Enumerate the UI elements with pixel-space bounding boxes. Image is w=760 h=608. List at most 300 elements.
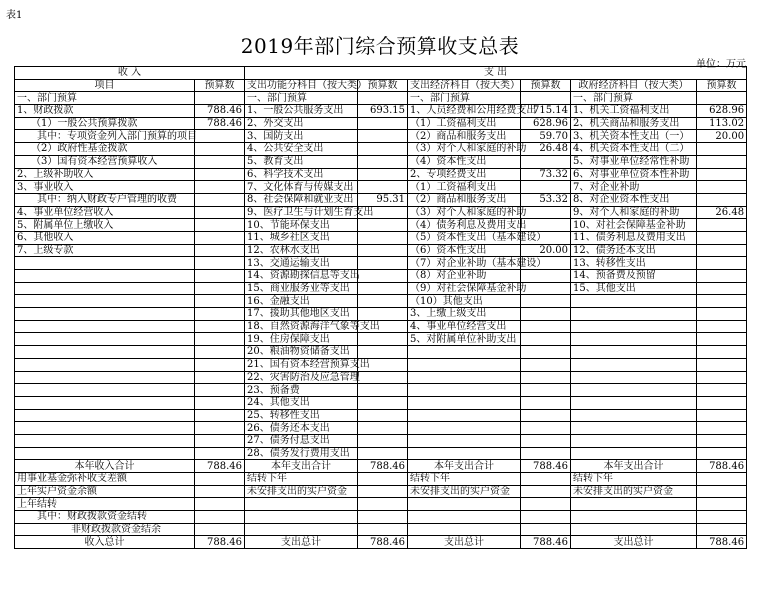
amount-cell <box>195 244 245 257</box>
amount-cell <box>521 346 571 359</box>
item-cell <box>15 282 195 295</box>
amount-cell <box>697 447 747 460</box>
amount-cell <box>358 219 408 232</box>
item-cell <box>571 434 697 447</box>
item-cell: （9）对社会保障基金补助 <box>408 282 521 295</box>
item-cell <box>15 295 195 308</box>
amount-cell <box>358 447 408 460</box>
amount-cell: 715.14 <box>521 105 571 118</box>
amount-cell <box>697 371 747 384</box>
item-cell: 本年支出合计 <box>245 460 358 473</box>
item-cell: 25、转移性支出 <box>245 409 358 422</box>
amount-cell <box>195 511 245 524</box>
item-cell <box>571 523 697 536</box>
table-row <box>15 346 747 359</box>
item-cell: （5）资本性支出（基本建设） <box>408 231 521 244</box>
item-cell: 一、部门预算 <box>15 92 195 105</box>
amount-cell <box>521 333 571 346</box>
item-cell: （10）其他支出 <box>408 295 521 308</box>
amount-cell <box>358 473 408 486</box>
amount-cell <box>195 498 245 511</box>
amount-cell <box>521 434 571 447</box>
item-cell: 27、债务付息支出 <box>245 434 358 447</box>
amount-cell <box>195 193 245 206</box>
amount-cell <box>697 358 747 371</box>
table-row <box>15 384 747 397</box>
amount-cell <box>195 206 245 219</box>
item-cell: 未安排支出的实户资金 <box>408 485 521 498</box>
item-cell: 6、其他收入 <box>15 231 195 244</box>
amount-cell <box>697 155 747 168</box>
item-cell <box>408 498 521 511</box>
amount-cell: 59.70 <box>521 130 571 143</box>
item-cell: （3）国有资本经营预算收入 <box>15 155 195 168</box>
amount-cell: 53.32 <box>521 193 571 206</box>
item-cell: 5、对附属单位补助支出 <box>408 333 521 346</box>
item-cell <box>571 409 697 422</box>
amount-cell <box>358 181 408 194</box>
expense-header: 支 出 <box>245 67 747 80</box>
item-cell <box>15 308 195 321</box>
amount-cell <box>358 346 408 359</box>
item-cell <box>571 511 697 524</box>
item-cell: 2、专项经费支出 <box>408 168 521 181</box>
amount-cell <box>195 143 245 156</box>
item-cell: （3）对个人和家庭的补助 <box>408 206 521 219</box>
budget-table <box>14 66 747 549</box>
item-cell: （7）对企业补助（基本建设） <box>408 257 521 270</box>
item-cell: 15、其他支出 <box>571 282 697 295</box>
col-header: 支出功能分科目（按大类） <box>245 79 358 92</box>
item-cell: 8、对企业资本性支出 <box>571 193 697 206</box>
amount-cell <box>521 282 571 295</box>
amount-cell: 20.00 <box>697 130 747 143</box>
col-header: 支出经济科目（按大类） <box>408 79 521 92</box>
item-cell: 18、自然资源海洋气象等支出 <box>245 320 358 333</box>
item-cell <box>15 422 195 435</box>
item-cell <box>15 270 195 283</box>
item-cell: （1）工资福利支出 <box>408 117 521 130</box>
amount-cell <box>521 92 571 105</box>
item-cell: 本年支出合计 <box>571 460 697 473</box>
item-cell <box>408 346 521 359</box>
amount-cell <box>358 422 408 435</box>
table-row <box>15 206 747 219</box>
item-cell: 17、援助其他地区支出 <box>245 308 358 321</box>
amount-cell <box>697 244 747 257</box>
amount-cell: 788.46 <box>195 117 245 130</box>
item-cell: 未安排支出的实户资金 <box>245 485 358 498</box>
table-row <box>15 447 747 460</box>
amount-cell <box>358 485 408 498</box>
amount-cell <box>195 447 245 460</box>
table-row <box>15 498 747 511</box>
amount-cell <box>521 498 571 511</box>
amount-cell <box>521 473 571 486</box>
amount-cell <box>358 333 408 346</box>
item-cell: 22、灾害防治及应急管理 <box>245 371 358 384</box>
item-cell: 收入总计 <box>15 536 195 549</box>
item-cell: 3、上缴上级支出 <box>408 308 521 321</box>
amount-cell <box>697 231 747 244</box>
table-row <box>15 270 747 283</box>
item-cell <box>571 358 697 371</box>
item-cell: 16、金融支出 <box>245 295 358 308</box>
item-cell: 10、节能环保支出 <box>245 219 358 232</box>
item-cell <box>15 257 195 270</box>
item-cell <box>15 409 195 422</box>
col-header: 项目 <box>15 79 195 92</box>
item-cell: （4）债务利息及费用支出 <box>408 219 521 232</box>
item-cell: 4、事业单位经营支出 <box>408 320 521 333</box>
amount-cell <box>697 270 747 283</box>
amount-cell <box>195 371 245 384</box>
amount-cell <box>697 181 747 194</box>
amount-cell <box>195 308 245 321</box>
amount-cell <box>195 396 245 409</box>
item-cell: 28、债务发行费用支出 <box>245 447 358 460</box>
amount-cell <box>195 231 245 244</box>
amount-cell <box>195 130 245 143</box>
amount-cell <box>195 422 245 435</box>
item-cell: 支出总计 <box>571 536 697 549</box>
item-cell: 一、部门预算 <box>571 92 697 105</box>
amount-cell <box>358 270 408 283</box>
item-cell: 13、转移性支出 <box>571 257 697 270</box>
table-row <box>15 308 747 321</box>
amount-cell: 73.32 <box>521 168 571 181</box>
amount-cell <box>358 257 408 270</box>
amount-cell <box>195 181 245 194</box>
item-cell: 5、附属单位上缴收入 <box>15 219 195 232</box>
table-row <box>15 536 747 549</box>
item-cell <box>15 320 195 333</box>
amount-cell <box>358 396 408 409</box>
item-cell <box>15 358 195 371</box>
item-cell: 非财政拨款资金结余 <box>15 523 195 536</box>
item-cell: 结转下年 <box>245 473 358 486</box>
amount-cell: 113.02 <box>697 117 747 130</box>
table-row <box>15 117 747 130</box>
table-row <box>15 244 747 257</box>
amount-cell <box>697 168 747 181</box>
item-cell <box>571 396 697 409</box>
col-header: 预算数 <box>195 79 245 92</box>
amount-cell: 788.46 <box>195 536 245 549</box>
amount-cell <box>697 409 747 422</box>
amount-cell <box>358 384 408 397</box>
item-cell: （1）一般公共预算拨款 <box>15 117 195 130</box>
amount-cell <box>358 511 408 524</box>
amount-cell <box>697 498 747 511</box>
item-cell: 支出总计 <box>408 536 521 549</box>
amount-cell <box>521 447 571 460</box>
item-cell: 20、粮油物资储备支出 <box>245 346 358 359</box>
amount-cell <box>195 155 245 168</box>
amount-cell: 788.46 <box>195 460 245 473</box>
table-row <box>15 422 747 435</box>
item-cell <box>408 434 521 447</box>
table-row <box>15 193 747 206</box>
amount-cell <box>521 371 571 384</box>
item-cell: 其中：纳入财政专户管理的收费 <box>15 193 195 206</box>
amount-cell: 95.31 <box>358 193 408 206</box>
item-cell: 其中：专项资金列入部门预算的项目 <box>15 130 195 143</box>
table-row <box>15 92 747 105</box>
amount-cell <box>521 511 571 524</box>
amount-cell <box>697 346 747 359</box>
amount-cell: 26.48 <box>521 143 571 156</box>
item-cell: 用事业基金弥补收支差额 <box>15 473 195 486</box>
amount-cell <box>521 485 571 498</box>
item-cell: 11、债务利息及费用支出 <box>571 231 697 244</box>
amount-cell <box>195 92 245 105</box>
amount-cell <box>697 193 747 206</box>
amount-cell: 693.15 <box>358 105 408 118</box>
amount-cell <box>521 358 571 371</box>
item-cell: 3、国防支出 <box>245 130 358 143</box>
item-cell: 6、科学技术支出 <box>245 168 358 181</box>
item-cell: 8、社会保障和就业支出 <box>245 193 358 206</box>
amount-cell: 788.46 <box>697 460 747 473</box>
table-row <box>15 485 747 498</box>
item-cell: 21、国有资本经营预算支出 <box>245 358 358 371</box>
amount-cell <box>358 117 408 130</box>
item-cell: 2、上级补助收入 <box>15 168 195 181</box>
item-cell <box>408 523 521 536</box>
amount-cell: 20.00 <box>521 244 571 257</box>
item-cell <box>15 396 195 409</box>
amount-cell <box>358 231 408 244</box>
col-header: 预算数 <box>697 79 747 92</box>
item-cell <box>571 320 697 333</box>
table-row <box>15 523 747 536</box>
amount-cell: 628.96 <box>697 105 747 118</box>
amount-cell <box>521 384 571 397</box>
table-row <box>15 219 747 232</box>
item-cell <box>571 371 697 384</box>
amount-cell <box>195 523 245 536</box>
amount-cell: 788.46 <box>358 536 408 549</box>
amount-cell <box>521 219 571 232</box>
amount-cell <box>358 168 408 181</box>
item-cell <box>15 346 195 359</box>
table-row <box>15 333 747 346</box>
amount-cell <box>697 473 747 486</box>
item-cell <box>15 371 195 384</box>
amount-cell <box>521 270 571 283</box>
item-cell: 3、事业收入 <box>15 181 195 194</box>
table-row <box>15 371 747 384</box>
item-cell: 一、部门预算 <box>245 92 358 105</box>
item-cell: 本年支出合计 <box>408 460 521 473</box>
table-row <box>15 181 747 194</box>
amount-cell <box>358 523 408 536</box>
item-cell <box>408 511 521 524</box>
item-cell <box>15 447 195 460</box>
item-cell <box>15 434 195 447</box>
item-cell: 本年收入合计 <box>15 460 195 473</box>
col-header: 预算数 <box>358 79 408 92</box>
amount-cell <box>358 434 408 447</box>
amount-cell <box>697 422 747 435</box>
item-cell: 7、上级专款 <box>15 244 195 257</box>
table-row <box>15 358 747 371</box>
income-header: 收 入 <box>15 67 245 80</box>
amount-cell <box>195 333 245 346</box>
item-cell: （6）资本性支出 <box>408 244 521 257</box>
item-cell: 其中：财政拨款资金结转 <box>15 511 195 524</box>
item-cell <box>571 422 697 435</box>
amount-cell <box>358 92 408 105</box>
section-header-row <box>15 67 747 80</box>
amount-cell <box>358 498 408 511</box>
item-cell <box>408 358 521 371</box>
table-row <box>15 473 747 486</box>
item-cell: （4）资本性支出 <box>408 155 521 168</box>
item-cell: 1、财政拨款 <box>15 105 195 118</box>
amount-cell: 628.96 <box>521 117 571 130</box>
amount-cell <box>358 282 408 295</box>
amount-cell <box>195 485 245 498</box>
item-cell: 13、交通运输支出 <box>245 257 358 270</box>
amount-cell <box>358 295 408 308</box>
amount-cell: 26.48 <box>697 206 747 219</box>
item-cell: （1）工资福利支出 <box>408 181 521 194</box>
amount-cell <box>195 219 245 232</box>
item-cell <box>245 523 358 536</box>
amount-cell <box>697 485 747 498</box>
amount-cell <box>358 155 408 168</box>
amount-cell <box>195 384 245 397</box>
amount-cell: 788.46 <box>521 536 571 549</box>
amount-cell <box>697 308 747 321</box>
amount-cell <box>697 320 747 333</box>
amount-cell <box>195 320 245 333</box>
amount-cell <box>195 168 245 181</box>
item-cell <box>571 333 697 346</box>
item-cell <box>408 384 521 397</box>
item-cell: 结转下年 <box>408 473 521 486</box>
item-cell: 24、其他支出 <box>245 396 358 409</box>
column-header-row <box>15 79 747 92</box>
item-cell: 2、外交支出 <box>245 117 358 130</box>
table-row <box>15 282 747 295</box>
amount-cell <box>521 422 571 435</box>
item-cell <box>15 384 195 397</box>
item-cell: 5、对事业单位经常性补助 <box>571 155 697 168</box>
page-title: 2019年部门综合预算收支总表 <box>240 34 520 58</box>
amount-cell <box>697 434 747 447</box>
table-row <box>15 460 747 473</box>
item-cell: 3、机关资本性支出（一） <box>571 130 697 143</box>
item-cell: 结转下年 <box>571 473 697 486</box>
amount-cell <box>358 409 408 422</box>
amount-cell <box>521 206 571 219</box>
item-cell <box>571 384 697 397</box>
item-cell <box>571 447 697 460</box>
item-cell: （3）对个人和家庭的补助 <box>408 143 521 156</box>
table-row <box>15 155 747 168</box>
item-cell: （2）商品和服务支出 <box>408 130 521 143</box>
amount-cell <box>521 295 571 308</box>
item-cell: （2）政府性基金拨款 <box>15 143 195 156</box>
amount-cell <box>697 295 747 308</box>
amount-cell <box>195 409 245 422</box>
amount-cell: 788.46 <box>521 460 571 473</box>
amount-cell <box>697 92 747 105</box>
item-cell: 1、人员经费和公用经费支出 <box>408 105 521 118</box>
amount-cell <box>521 308 571 321</box>
table-row <box>15 231 747 244</box>
item-cell <box>408 422 521 435</box>
amount-cell <box>358 244 408 257</box>
item-cell: 未安排支出的实户资金 <box>571 485 697 498</box>
amount-cell <box>358 371 408 384</box>
amount-cell: 788.46 <box>697 536 747 549</box>
item-cell <box>571 498 697 511</box>
item-cell: 14、资源勘探信息等支出 <box>245 270 358 283</box>
item-cell: 6、对事业单位资本性补助 <box>571 168 697 181</box>
table-row <box>15 143 747 156</box>
item-cell: 26、债务还本支出 <box>245 422 358 435</box>
item-cell: （2）商品和服务支出 <box>408 193 521 206</box>
item-cell: 11、城乡社区支出 <box>245 231 358 244</box>
amount-cell <box>521 409 571 422</box>
item-cell <box>408 409 521 422</box>
item-cell: 7、文化体育与传媒支出 <box>245 181 358 194</box>
amount-cell: 788.46 <box>195 105 245 118</box>
amount-cell <box>521 155 571 168</box>
amount-cell <box>697 396 747 409</box>
item-cell <box>245 511 358 524</box>
table-row <box>15 295 747 308</box>
item-cell: （8）对企业补助 <box>408 270 521 283</box>
amount-cell <box>195 295 245 308</box>
item-cell <box>15 333 195 346</box>
item-cell <box>408 396 521 409</box>
amount-cell <box>521 181 571 194</box>
item-cell <box>571 346 697 359</box>
item-cell: 4、事业单位经营收入 <box>15 206 195 219</box>
unit-label: 单位：万元 <box>696 59 746 70</box>
item-cell: 2、机关商品和服务支出 <box>571 117 697 130</box>
item-cell: 1、一般公共服务支出 <box>245 105 358 118</box>
table-row <box>15 511 747 524</box>
table-row <box>15 257 747 270</box>
item-cell: 1、机关工资福利支出 <box>571 105 697 118</box>
amount-cell <box>358 130 408 143</box>
item-cell <box>571 308 697 321</box>
item-cell: 支出总计 <box>245 536 358 549</box>
amount-cell <box>195 270 245 283</box>
amount-cell <box>195 346 245 359</box>
amount-cell <box>195 282 245 295</box>
amount-cell <box>697 523 747 536</box>
item-cell: 一、部门预算 <box>408 92 521 105</box>
amount-cell <box>195 473 245 486</box>
amount-cell <box>521 523 571 536</box>
amount-cell <box>697 333 747 346</box>
item-cell: 10、对社会保障基金补助 <box>571 219 697 232</box>
item-cell: 5、教育支出 <box>245 155 358 168</box>
item-cell: 上年结转 <box>15 498 195 511</box>
table-row <box>15 409 747 422</box>
amount-cell <box>358 143 408 156</box>
item-cell: 15、商业服务业等支出 <box>245 282 358 295</box>
table-row <box>15 320 747 333</box>
item-cell <box>571 295 697 308</box>
